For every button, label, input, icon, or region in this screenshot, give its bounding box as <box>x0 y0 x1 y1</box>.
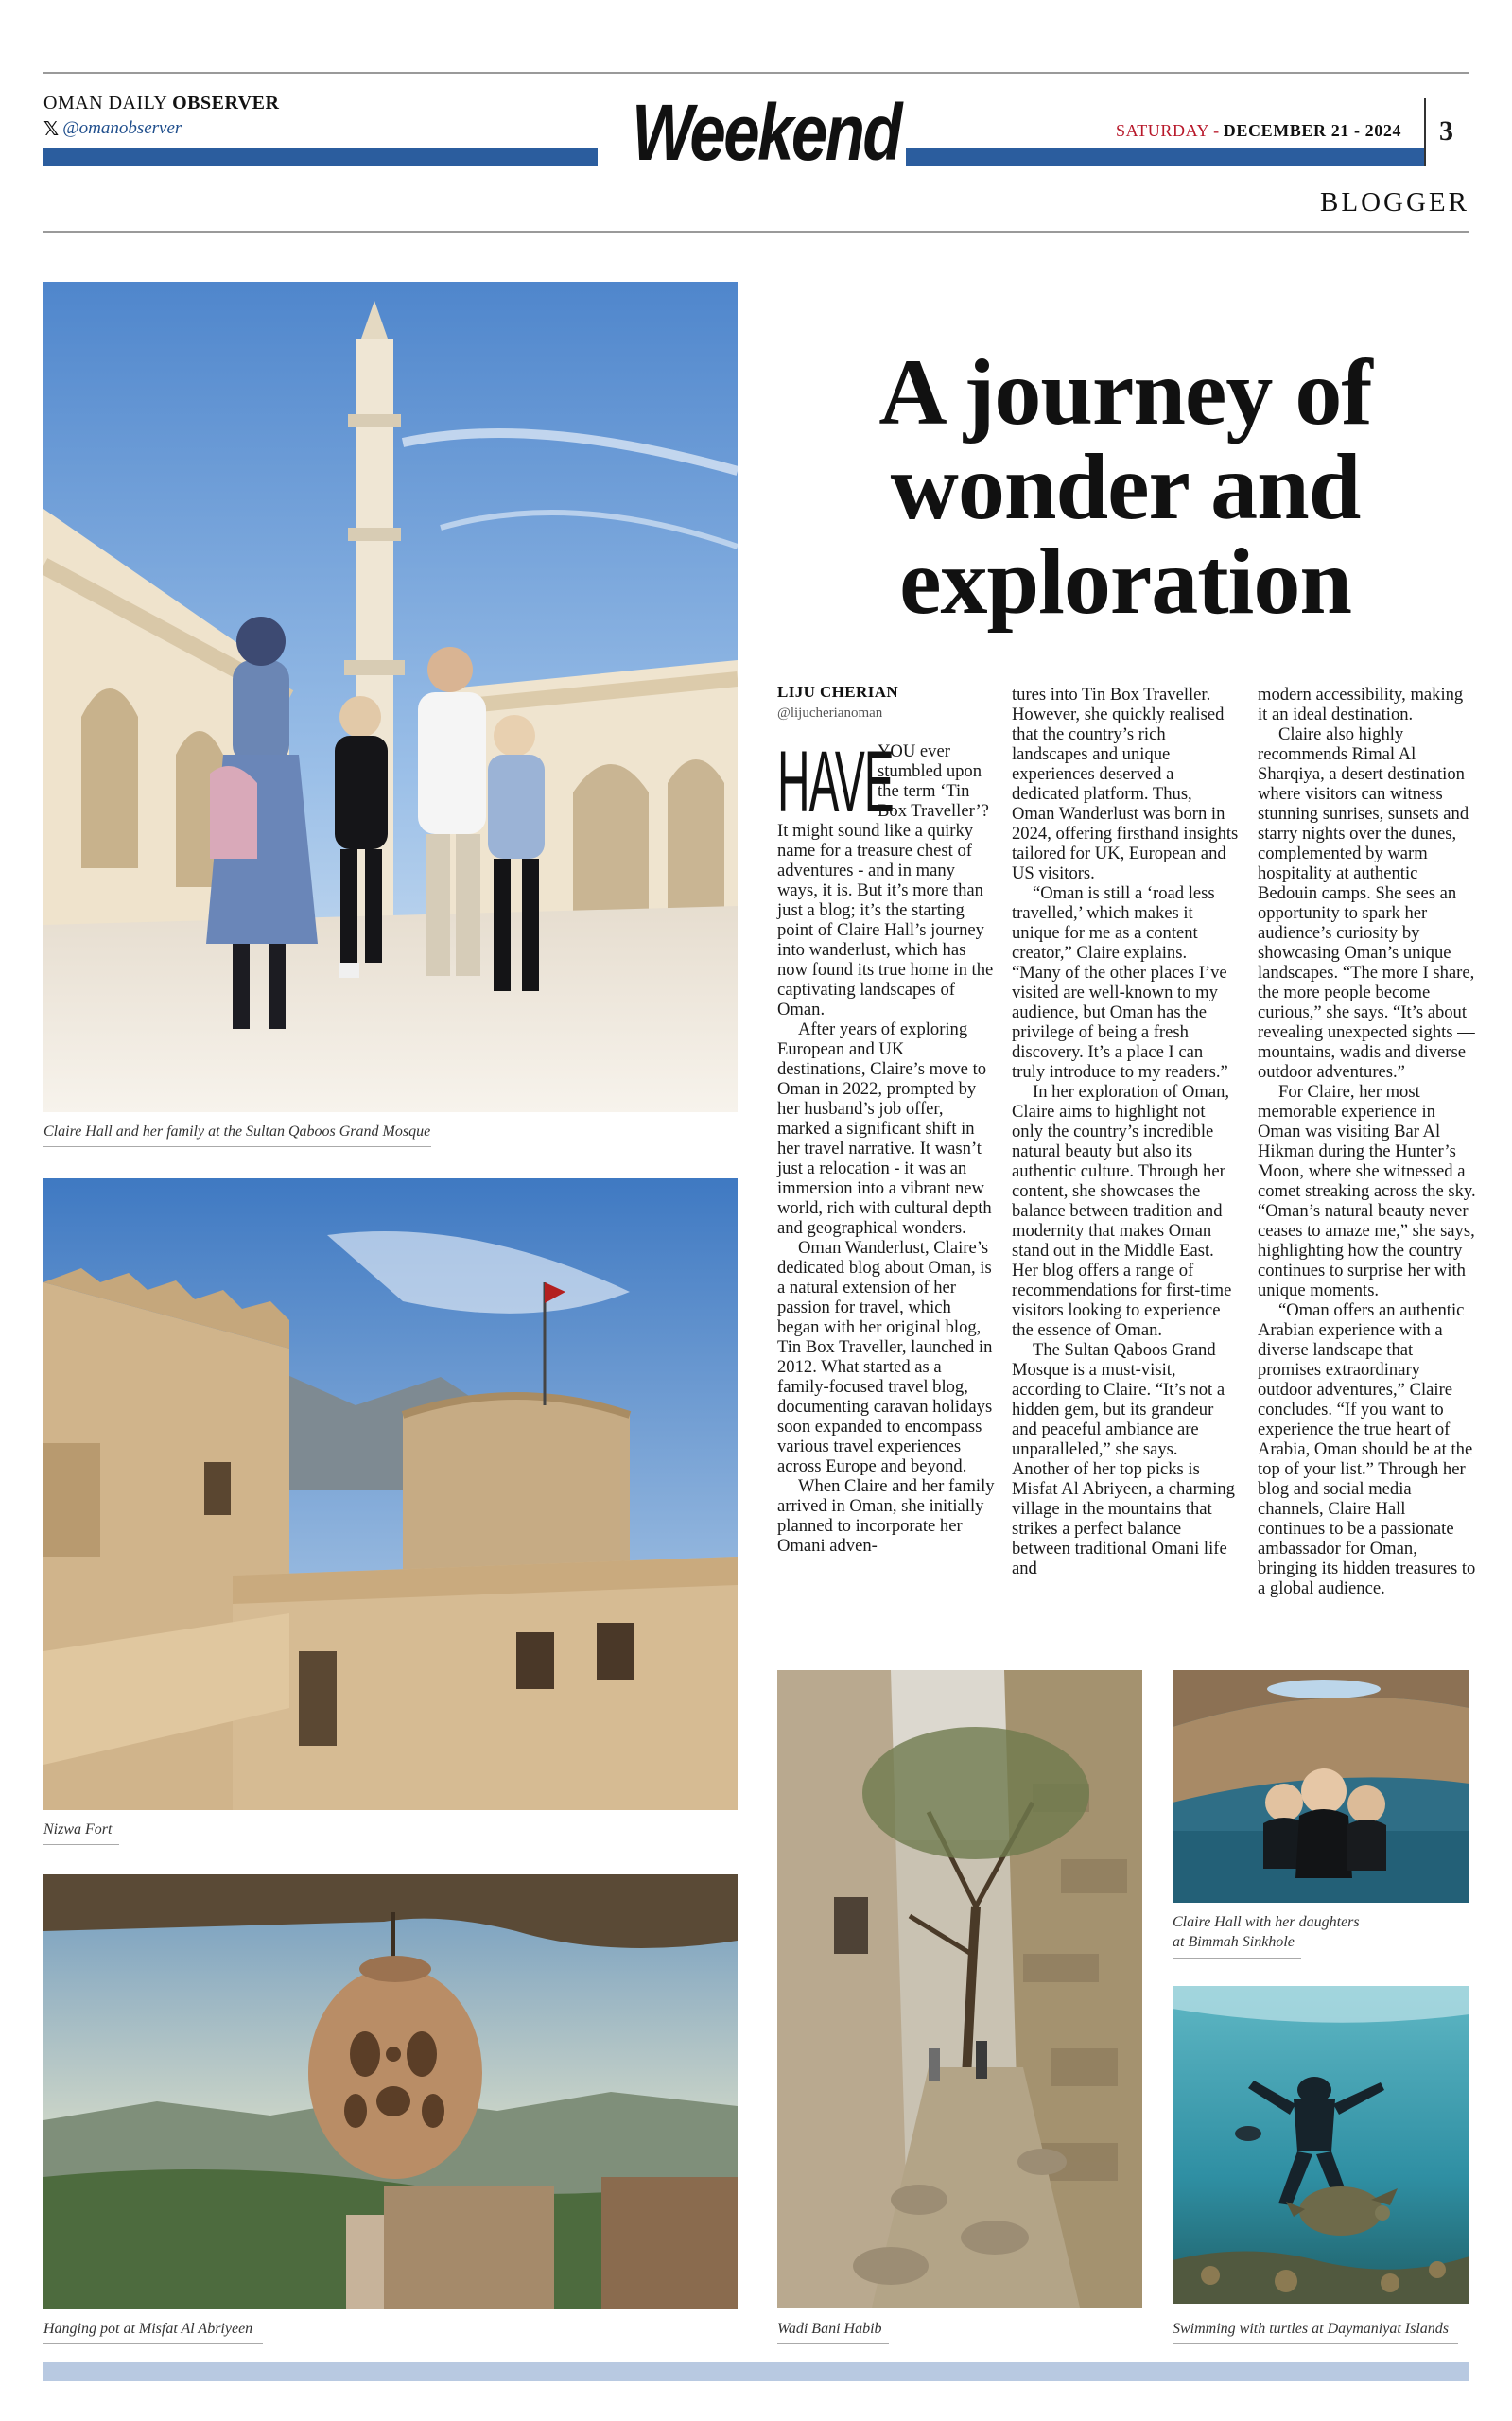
article-column-3 <box>1258 685 1477 1598</box>
caption-grand-mosque: Claire Hall and her family at the Sultan Qaboos Grand Mosque <box>43 1123 431 1140</box>
caption-hanging-pot: Hanging pot at Misfat Al Abriyeen <box>43 2321 253 2337</box>
byline-author: LIJU CHERIAN <box>777 683 899 701</box>
article-headline: A journey of wonder and exploration <box>878 340 1372 634</box>
article-paragraph: HAVE YOU ever stumbled upon the term ‘Tin Box Traveller’? It might sound like a quirky name for a treasure chest of adventures - and in many ways, it is. But it’s more than just a blog; it’s the starting point of Claire Hall’s journey into wanderlust, which has now found its true home in the captivating landscapes of Oman. <box>777 734 994 1019</box>
photo-grand-mosque <box>43 282 738 1112</box>
article-paragraph: When Claire and her family arrived in Oman, she initially planned to incorporate her Omani adven- <box>777 1476 995 1556</box>
dateline: SATURDAY - DECEMBER 21 - 2024 <box>1116 121 1402 140</box>
caption-nizwa-fort: Nizwa Fort <box>43 1821 113 1838</box>
caption-rule <box>1173 2343 1458 2344</box>
article-paragraph: For Claire, her most memorable experience in Oman was visiting Bar Al Hikman during the Hunter’s Moon, where she witnessed a comet streaking across the sky. “Oman’s natural beauty never ceases to amaze me,” she says, highlighting how the country continues to surprise her with unique moments. <box>1258 1082 1476 1300</box>
caption-rule <box>43 1146 431 1147</box>
photo-daymaniyat-turtles <box>1173 1986 1469 2304</box>
caption-bimmah-sinkhole <box>1173 1912 1360 1952</box>
caption-rule <box>1173 1958 1301 1959</box>
x-logo-icon: 𝕏 <box>43 117 60 140</box>
caption-line: Claire Hall with her daughters <box>1173 1914 1360 1930</box>
article-column-2 <box>1012 685 1239 1578</box>
caption-wadi-bani-habib: Wadi Bani Habib <box>777 2321 882 2337</box>
article-paragraph: After years of exploring European and UK destinations, Claire’s move to Oman in 2022, prompted by her husband’s job offer, marked a significant shift in her travel narrative. It wasn’t just a relocation - it was an immersion into a vibrant new world, rich with cultural depth and geographical wonders. <box>777 1019 992 1238</box>
photo-nizwa-fort <box>43 1178 738 1810</box>
social-handle[interactable] <box>43 117 182 140</box>
photo-bimmah-sinkhole <box>1173 1670 1469 1903</box>
article-paragraph: Oman Wanderlust, Claire’s dedicated blog about Oman, is a natural extension of her passion for travel, which began with her original blog, Tin Box Traveller, launched in 2012. What started as a family-focused travel blog, documenting caravan holidays soon expanded to encompass various travel experiences across Europe and beyond. <box>777 1238 993 1476</box>
section-rule <box>43 231 1469 233</box>
article-paragraph: “Oman offers an authentic Arabian experience with a diverse landscape that promises extraordinary outdoor adventures,” Claire concludes. “If you want to experience the true heart of Arabia, Oman should be at the top of your list.” Through her blog and social media channels, Claire Hall continues to be a passionate ambassador for Oman, bringing its hidden treasures to a global audience. <box>1258 1300 1476 1598</box>
caption-line: at Bimmah Sinkhole <box>1173 1934 1295 1950</box>
article-paragraph: The Sultan Qaboos Grand Mosque is a must-visit, according to Claire. “It’s not a hidden gem, but its grandeur and peaceful ambiance are unparalleled,” she says. Another of her top picks is Misfat Al Abriyeen, a charming village in the mountains that strikes a perfect balance between traditional Omani life and <box>1012 1340 1235 1578</box>
article-paragraph: tures into Tin Box Traveller. However, she quickly realised that the country’s rich landscapes and unique experiences deserved a dedicated platform. Thus, Oman Wanderlust was born in 2024, offering firsthand insights tailored for UK, European and US visitors. <box>1012 685 1239 883</box>
caption-rule <box>43 1844 119 1845</box>
weekend-logo: Weekend <box>632 88 901 177</box>
caption-rule <box>777 2343 889 2344</box>
caption-rule <box>43 2343 263 2344</box>
masthead-band-right <box>906 148 1424 166</box>
footer-band <box>43 2362 1469 2381</box>
article-column-1 <box>777 734 997 1556</box>
publication-name: OMAN DAILY OBSERVER <box>43 93 280 113</box>
page-number: 3 <box>1439 115 1453 147</box>
photo-hanging-pot <box>43 1874 738 2309</box>
social-handle-text: @omanobserver <box>62 118 182 138</box>
caption-daymaniyat-turtles: Swimming with turtles at Daymaniyat Islands <box>1173 2321 1449 2337</box>
article-paragraph: In her exploration of Oman, Claire aims to highlight not only the country’s incredible natural beauty but also its authentic culture. Through her content, she showcases the balance between tradition and modernity that makes Oman stand out in the Middle East. Her blog offers a range of recommendations for first-time visitors looking to experience the essence of Oman. <box>1012 1082 1232 1340</box>
byline-handle: @lijucherianoman <box>777 705 883 721</box>
section-label: BLOGGER <box>1320 187 1469 218</box>
article-paragraph: “Oman is still a ‘road less travelled,’ which makes it unique for me as a content creator,” Claire explains. “Many of the other places I’ve visited are well-known to my audience, but Oman has the privilege of being a fresh discovery. It’s a place I can truly introduce to my readers.” <box>1012 883 1228 1082</box>
photo-wadi-bani-habib <box>777 1670 1142 2308</box>
top-rule <box>43 72 1469 74</box>
article-paragraph: modern accessibility, making it an ideal destination. <box>1258 685 1464 724</box>
page-number-divider <box>1424 98 1426 166</box>
masthead-band-left <box>43 148 598 166</box>
drop-cap: HAVE <box>777 734 894 830</box>
article-paragraph: Claire also highly recommends Rimal Al Sharqiya, a desert destination where visitors can witness stunning sunrises, sunsets and starry nights over the dunes, complemented by warm hospitality at authentic Bedouin camps. She sees an opportunity to spark her audience’s curiosity by showcasing Oman’s unique landscapes. “The more I share, the more people become curious,” she says. “It’s about revealing unexpected sights — mountains, wadis and diverse outdoor adventures.” <box>1258 724 1475 1082</box>
